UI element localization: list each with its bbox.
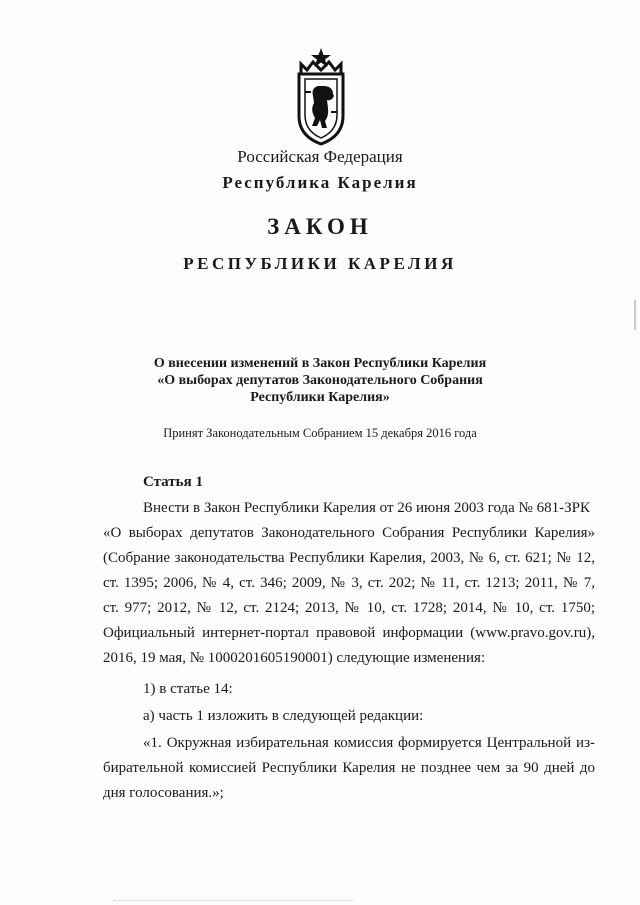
law-title-line: «О выборах депутатов Законодательного Собрания bbox=[157, 373, 483, 388]
list-item: 1) в статье 14: bbox=[143, 681, 233, 697]
adoption-note: Принят Законодательным Собранием 15 декабря 2016 года bbox=[163, 426, 477, 440]
document-type: ЗАКОН bbox=[267, 214, 373, 239]
country-name: Российская Федерация bbox=[237, 147, 403, 166]
quote-line: бирательной комиссией Республики Карелия не позднее чем за 90 дней до bbox=[103, 760, 595, 776]
paragraph-line: Внести в Закон Республики Карелия от 26 июня 2003 года № 681-ЗРК bbox=[143, 500, 590, 516]
scan-fold-mark bbox=[114, 900, 354, 902]
law-title bbox=[0, 355, 640, 406]
quote-line: «1. Окружная избирательная комиссия формируется Центральной из- bbox=[143, 735, 595, 751]
law-title-line: О внесении изменений в Закон Республики Карелия bbox=[153, 356, 487, 371]
paragraph-line: «О выборах депутатов Законодательного Собрания Республики Карелия» bbox=[103, 525, 595, 541]
scan-margin-mark bbox=[634, 300, 636, 330]
paragraph-line: ст. 977; 2012, № 12, ст. 2124; 2013, № 10, ст. 1728; 2014, № 10, ст. 1750; bbox=[103, 600, 595, 616]
republic-name: Республика Карелия bbox=[222, 173, 418, 192]
paragraph-line: Официальный интернет-портал правовой информации (www.pravo.gov.ru), bbox=[103, 625, 595, 641]
list-item: а) часть 1 изложить в следующей редакции: bbox=[143, 708, 424, 724]
law-title-line: Республики Карелия» bbox=[250, 390, 390, 405]
paragraph-line: ст. 1395; 2006, № 4, ст. 346; 2009, № 3, ст. 202; № 11, ст. 1213; 2011, № 7, bbox=[103, 575, 595, 591]
quote-line: дня голосования.»; bbox=[103, 785, 224, 801]
paragraph-line: 2016, 19 мая, № 1000201605190001) следующие изменения: bbox=[103, 650, 486, 666]
paragraph-line: (Собрание законодательства Республики Карелия, 2003, № 6, ст. 621; № 12, bbox=[103, 550, 595, 566]
coat-of-arms-icon bbox=[291, 46, 351, 146]
article-heading: Статья 1 bbox=[143, 474, 203, 490]
document-type-subtitle: РЕСПУБЛИКИ КАРЕЛИЯ bbox=[183, 254, 457, 273]
